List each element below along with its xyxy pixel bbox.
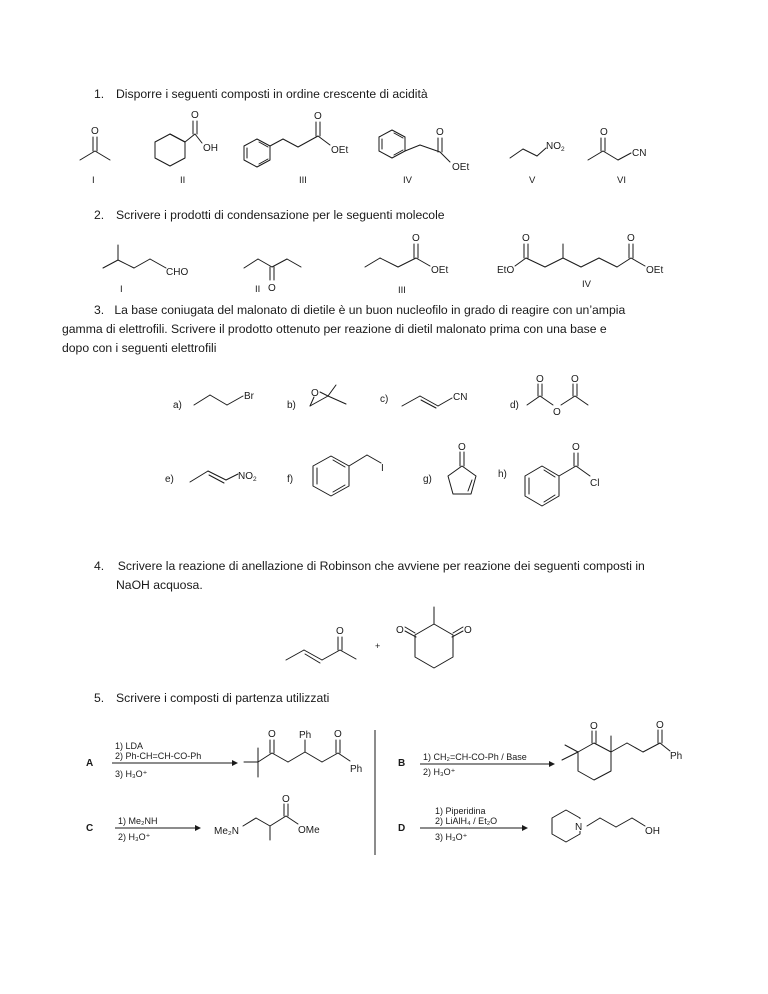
oxygen-label: O [571,374,579,385]
compound-label: VI [617,175,626,186]
nitrile-label: CN [453,392,468,403]
item-letter: d) [510,400,519,411]
reaction-b [398,720,682,780]
oxygen-label: O [590,721,598,732]
oxygen-label: O [268,729,276,740]
reaction-label: C [86,823,94,834]
item-letter: a) [173,400,182,411]
arrowhead [549,761,555,767]
ethoxy-label: EtO [497,265,515,276]
reagent-step: 1) Piperidina [435,806,486,816]
oxygen-label: O [396,625,404,636]
reaction-label: B [398,758,406,769]
oxygen-label: O [314,111,322,122]
ethoxy-label: OEt [431,265,449,276]
hydroxyl-label: OH [203,143,218,154]
reaction-a [86,729,362,779]
compound-label: I [92,175,95,186]
question-line: gamma di elettrofili. Scrivere il prodotto ottenuto per reazione di dietil malonato prima con una base e [62,322,607,336]
phenyl-label: Ph [670,751,683,762]
arrowhead [232,760,238,766]
ethoxy-label: OEt [331,145,349,156]
question-text: Scrivere la reazione di anellazione di Robinson che avviene per reazione dei seguenti composti in [117,559,645,573]
oxygen-label: O [600,127,608,138]
oxygen-label: O [458,442,466,453]
oxygen-label: O [536,374,544,385]
oxygen-label: O [572,442,580,453]
item-letter: g) [423,474,432,485]
question-line: NaOH acquosa. [116,578,203,592]
hydroxyl-label: OH [645,826,660,837]
oxygen-label: O [191,110,199,121]
question-text: La base coniugata del malonato di dietile è un buon nucleofilo in grado di reagire con un’ampia [114,303,626,317]
compound-label: III [299,175,307,186]
reagent-step: 2) LiAlH₄ / Et₂O [435,816,498,826]
reagent-step: 1) CH₂=CH-CO-Ph / Base [423,752,527,762]
compound-label: II [180,175,186,186]
item-letter: h) [498,469,507,480]
oxygen-label: O [336,626,344,637]
phenyl-label: Ph [350,764,363,775]
compound-label: III [398,285,406,296]
oxygen-label: O [282,794,290,805]
question-number: 2. [94,208,105,222]
nitro-label: $NO_2$ [546,141,565,153]
question-text: Disporre i seguenti composti in ordine crescente di acidità [116,87,428,101]
arrowhead [522,825,528,831]
nitrogen-label: N [575,822,583,833]
compound-label: IV [582,279,591,290]
question-text: Scrivere i composti di partenza utilizzati [116,691,330,705]
reagent-step: 3) H₃O⁺ [435,832,468,842]
reaction-d [398,806,660,842]
oxygen-label: O [436,127,444,138]
item-letter: c) [380,394,389,405]
plus-sign: + [375,641,381,651]
question-number: 5. [94,691,105,705]
phenyl-label: Ph [299,730,312,741]
oxygen-label: O [91,126,99,137]
oxygen-label: O [412,233,420,244]
reagent-step: 2) H₃O⁺ [118,832,151,842]
nitrile-label: CN [632,148,647,159]
question-number: 3. [94,303,105,317]
oxygen-label: O [268,283,276,294]
oxygen-label: O [522,233,530,244]
question-number: 1. [94,87,105,101]
oxygen-label: O [627,233,635,244]
oxygen-label: O [311,388,319,399]
ethoxy-label: OEt [452,162,470,173]
reagent-step: 2) Ph-CH=CH-CO-Ph [115,751,202,761]
reagent-step: 1) Me₂NH [118,816,158,826]
bromine-label: Br [244,391,254,402]
reagent-step: 3) H₃O⁺ [115,769,148,779]
reaction-label: A [86,758,94,769]
question-text: Scrivere i prodotti di condensazione per le seguenti molecole [116,208,445,222]
oxygen-label: O [464,625,472,636]
item-letter: e) [165,474,174,485]
reaction-label: D [398,823,406,834]
compound-label: II [255,284,261,295]
compound-label: V [529,175,536,186]
compound-label: I [120,284,123,295]
methoxy-label: OMe [298,825,320,836]
oxygen-label: O [553,407,561,418]
oxygen-label: O [334,729,342,740]
nitro-label: $NO_2$ [238,471,257,483]
question-line: dopo con i seguenti elettrofili [62,341,217,355]
reagent-step: 1) LDA [115,741,144,751]
aldehyde-label: CHO [166,267,189,278]
item-letter: f) [287,474,294,485]
oxygen-label: O [656,720,664,731]
compound-label: IV [403,175,412,186]
arrowhead [195,825,201,831]
ethoxy-label: OEt [646,265,664,276]
reaction-c [86,794,320,842]
dimethylamino-label: Me₂N [214,826,239,837]
item-letter: b) [287,400,296,411]
reagent-step: 2) H₃O⁺ [423,767,456,777]
chlorine-label: Cl [590,478,600,489]
question-number: 4. [94,559,105,573]
iodine-label: I [381,463,384,474]
